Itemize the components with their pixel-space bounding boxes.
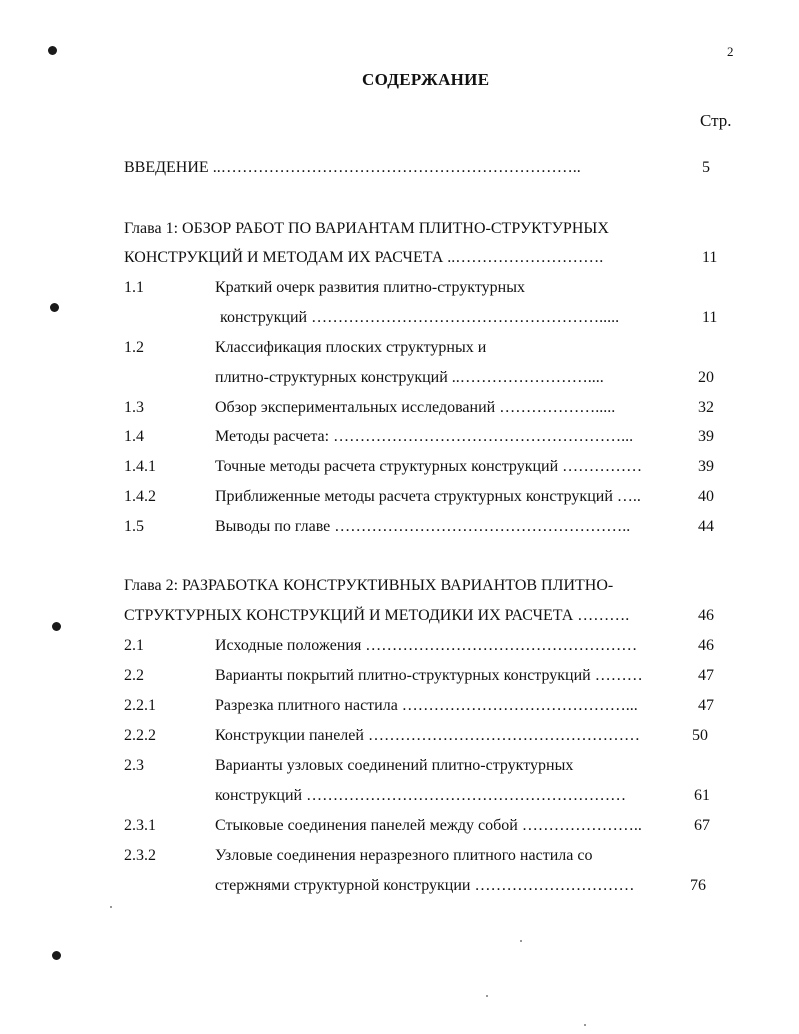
toc-intro-page: 5	[702, 159, 710, 176]
toc-item-page: 47	[698, 667, 714, 684]
toc-item-page: 11	[702, 309, 718, 326]
toc-item-text: Узловые соединения неразрезного плитного настила со	[215, 847, 593, 864]
toc-item-number: 1.4.2	[124, 488, 156, 505]
toc-item-number: 2.2.1	[124, 697, 156, 714]
binding-hole	[52, 622, 61, 631]
toc-item-number: 1.1	[124, 279, 144, 296]
toc-chapter1-line1: Глава 1: ОБЗОР РАБОТ ПО ВАРИАНТАМ ПЛИТНО-СТРУКТУРНЫХ	[124, 220, 609, 237]
toc-item-number: 2.2.2	[124, 727, 156, 744]
toc-item-page: 76	[690, 877, 706, 894]
binding-hole	[52, 951, 61, 960]
toc-item-text: плитно-структурных конструкций ..……………………....	[215, 369, 604, 386]
toc-chapter2-line2: СТРУКТУРНЫХ КОНСТРУКЦИЙ И МЕТОДИКИ ИХ РАСЧЕТА ……….	[124, 607, 630, 624]
toc-item-text: конструкций ……………………………………………………	[215, 787, 627, 804]
toc-item-number: 1.5	[124, 518, 144, 535]
toc-item-page: 39	[698, 458, 714, 475]
scan-speck	[584, 1024, 586, 1026]
toc-chapter2-line1: Глава 2: РАЗРАБОТКА КОНСТРУКТИВНЫХ ВАРИАНТОВ ПЛИТНО-	[124, 577, 614, 594]
toc-item-text: Варианты узловых соединений плитно-структурных	[215, 757, 574, 774]
scan-speck	[486, 995, 488, 997]
toc-item-page: 46	[698, 637, 714, 654]
toc-item-number: 2.2	[124, 667, 144, 684]
toc-item-page: 40	[698, 488, 714, 505]
toc-chapter2-page: 46	[698, 607, 714, 624]
toc-item-number: 1.4	[124, 428, 144, 445]
toc-item-number: 1.4.1	[124, 458, 156, 475]
toc-item-text: Конструкции панелей ……………………………………………	[215, 727, 640, 744]
toc-item-text: конструкций ……………………………………………….....	[220, 309, 620, 326]
page-column-label: Стр.	[700, 111, 732, 130]
toc-item-text: Точные методы расчета структурных конструкций ……………	[215, 458, 643, 475]
toc-item-page: 20	[698, 369, 714, 386]
toc-item-page: 50	[692, 727, 708, 744]
toc-item-page: 39	[698, 428, 714, 445]
toc-item-text: Приближенные методы расчета структурных конструкций …..	[215, 488, 641, 505]
toc-item-text: Варианты покрытий плитно-структурных конструкций ………	[215, 667, 643, 684]
toc-item-text: Классификация плоских структурных и	[215, 339, 487, 356]
scan-speck	[520, 940, 522, 942]
toc-item-page: 32	[698, 399, 714, 416]
toc-item-number: 2.1	[124, 637, 144, 654]
scan-speck	[110, 906, 112, 908]
toc-item-number: 2.3.2	[124, 847, 156, 864]
toc-item-page: 67	[694, 817, 710, 834]
toc-item-page: 44	[698, 518, 714, 535]
toc-item-text: Методы расчета: ………………………………………………...	[215, 428, 634, 445]
toc-item-page: 47	[698, 697, 714, 714]
toc-item-number: 2.3.1	[124, 817, 156, 834]
toc-chapter1-line2: КОНСТРУКЦИЙ И МЕТОДАМ ИХ РАСЧЕТА ..……………………….	[124, 249, 604, 266]
toc-item-text: стержнями структурной конструкции …………………………	[215, 877, 635, 894]
toc-item-number: 1.2	[124, 339, 144, 356]
binding-hole	[48, 46, 57, 55]
toc-item-text: Краткий очерк развития плитно-структурных	[215, 279, 525, 296]
page-number: 2	[727, 44, 734, 59]
toc-item-text: Обзор экспериментальных исследований ……………….....	[215, 399, 616, 416]
toc-item-number: 1.3	[124, 399, 144, 416]
page-title: СОДЕРЖАНИЕ	[362, 70, 490, 89]
binding-hole	[50, 303, 59, 312]
toc-item-number: 2.3	[124, 757, 144, 774]
toc-item-text: Исходные положения ……………………………………………	[215, 637, 638, 654]
toc-intro-text: ВВЕДЕНИЕ ..…………………………………………………………..	[124, 159, 581, 176]
toc-item-text: Стыковые соединения панелей между собой …………………..	[215, 817, 642, 834]
toc-item-text: Выводы по главе ………………………………………………..	[215, 518, 631, 535]
toc-item-text: Разрезка плитного настила ……………………………………...	[215, 697, 638, 714]
toc-item-page: 61	[694, 787, 710, 804]
toc-chapter1-page: 11	[702, 249, 718, 266]
